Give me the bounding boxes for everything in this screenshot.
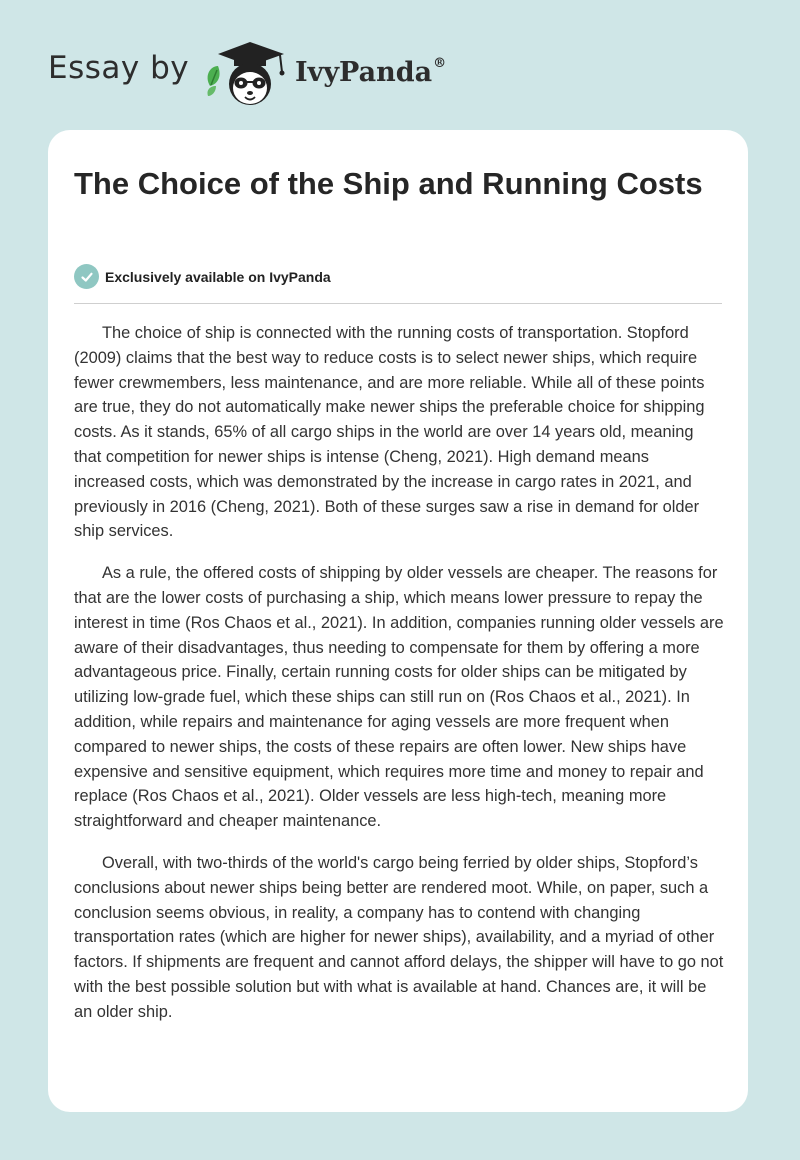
badge-label: Exclusively available on IvyPanda (105, 268, 331, 285)
brand-name[interactable]: IvyPanda® (295, 56, 447, 88)
paragraph-2: As a rule, the offered costs of shipping by older vessels are cheaper. The reasons for that are the lower costs of purchasing a ship, which means lower pressure to repay the interest in time (Ros Chaos et al., 2021). In addition, companies running older vessels are aware of their disadvantages, thus needing to compensate for them by offering a more advantageous price. Finally, certain running costs for older ships can be mitigated by utilizing low-grade fuel, which these ships can still run on (Ros Chaos et al., 2021). In addition, while repairs and maintenance for aging vessels are more frequent when compared to newer ships, the costs of these repairs are often lower. New ships have expensive and sensitive equipment, which requires more time and money to repair and replace (Ros Chaos et al., 2021). Older vessels are less high-tech, meaning more straightforward and cheaper maintenance. (74, 564, 724, 831)
registered-mark: ® (433, 56, 447, 71)
exclusive-badge (74, 264, 331, 289)
essay-by-label: Essay by (48, 50, 190, 86)
page-title: The Choice of the Ship and Running Costs (74, 166, 703, 201)
panda-logo-icon[interactable] (200, 36, 296, 108)
check-icon (74, 264, 99, 289)
divider (74, 303, 722, 304)
leaf-icon (208, 66, 220, 86)
paragraph-3: Overall, with two-thirds of the world's cargo being ferried by older ships, Stopford’s conclusions about newer ships being better are rendered moot. While, on paper, such a conclusion seems obvious, in reality, a company has to contend with changing transportation rates (which are higher for newer ships), availability, and a myriad of other factors. If shipments are frequent and cannot afford delays, the shipper will have to go not with the best possible solution but with what is available at hand. Chances are, it will be an older ship. (74, 853, 724, 1021)
site-header (0, 0, 800, 130)
paragraph-1: The choice of ship is connected with the running costs of transportation. Stopford (2009) claims that the best way to reduce costs is to select newer ships, which require fewer crewmembers, less maintenance, and are more reliable. While all of these points are true, they do not automatically make newer ships the preferable choice for shipping costs. As it stands, 65% of all cargo ships in the world are over 14 years old, meaning that competition for newer ships is intense (Cheng, 2021). High demand means increased costs, which was demonstrated by the increase in cargo rates in 2021, and previously in 2016 (Cheng, 2021). Both of these surges saw a rise in demand for older ship services. (74, 324, 705, 541)
essay-body (74, 321, 724, 1042)
essay-card (48, 130, 748, 1112)
